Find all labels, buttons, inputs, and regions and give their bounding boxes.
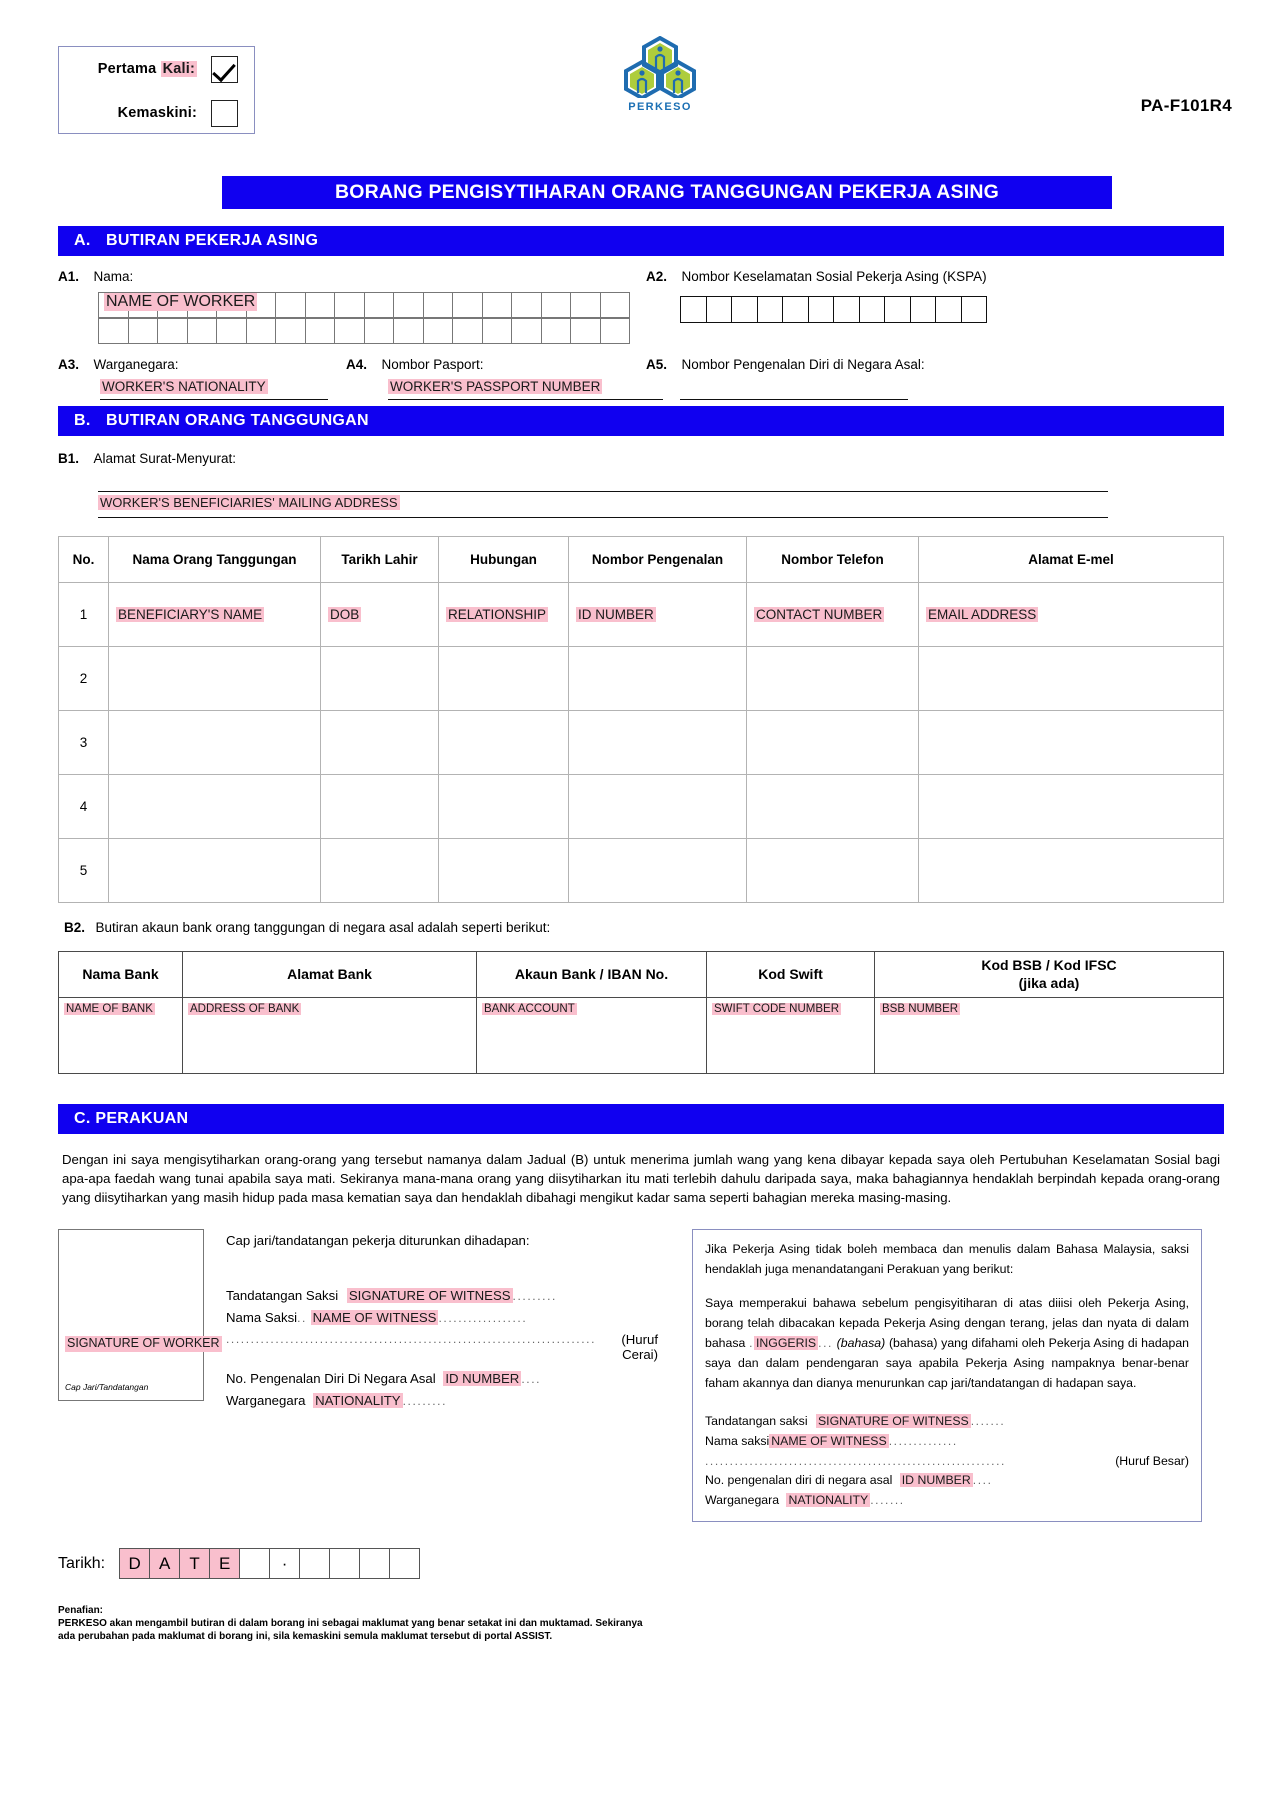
- a3-value-field[interactable]: [100, 378, 328, 400]
- witness-box-id-row[interactable]: [705, 1471, 1189, 1491]
- grid-cell[interactable]: [98, 318, 129, 344]
- date-cell[interactable]: D: [119, 1548, 150, 1579]
- a1-name-grid-row2[interactable]: [98, 318, 630, 344]
- grid-cell[interactable]: [731, 296, 758, 323]
- grid-cell[interactable]: [482, 318, 513, 344]
- cell-phone[interactable]: [747, 839, 919, 903]
- bahasa-note: (bahasa): [836, 1336, 886, 1351]
- witness-intro: Cap jari/tandatangan pekerja diturunkan dihadapan:: [226, 1233, 530, 1249]
- first-time-label: Pertama Kali:: [97, 61, 195, 77]
- cell-email[interactable]: [919, 647, 1224, 711]
- witness-box-name-label: Nama saksi: [705, 1433, 770, 1448]
- table-row[interactable]: [59, 583, 1224, 647]
- witness-box-signature-value: SIGNATURE OF WITNESS: [817, 1413, 969, 1428]
- b1-block: [58, 450, 1224, 518]
- cell-bank-account-value: BANK ACCOUNT: [484, 1003, 575, 1015]
- witness-left-block: [226, 1229, 658, 1522]
- a3-label-row: [58, 356, 179, 374]
- grid-cell[interactable]: [423, 318, 454, 344]
- col-relation: Hubungan: [439, 537, 569, 583]
- grid-cell[interactable]: [98, 292, 129, 318]
- declaration-text: Dengan ini saya mengisytiharkan orang-orang yang tersebut namanya dalam Jadual (B) untuk menerima jumlah wang yang kena dibayar kepada saya oleh Pertubuhan Keselamatan Sosial bagi apa-apa faedah wang tunai apabila saya mati. Sekiranya mana-mana orang yang diisytiharkan itu mati terlebih dahulu daripada saya, maka bahagiannya hendaklah berpindah kepada orang-orang yang diisytiharkan yang masih hidup pada masa kematian saya dan hendaklah dibahagi mengikut kadar sama seperti bahagian mereka masing-masing.: [62, 1152, 1220, 1206]
- a4-label-row: [346, 356, 484, 374]
- cell-bsb-value: BSB NUMBER: [882, 1003, 959, 1015]
- worker-signature-box[interactable]: [58, 1229, 220, 1401]
- witness-box-id-label: No. pengenalan diri di negara asal: [705, 1473, 893, 1488]
- witness-signature-label: Tandatangan Saksi: [226, 1288, 339, 1304]
- section-b-header: [58, 406, 1224, 436]
- witness-box-para2: [705, 1294, 1189, 1394]
- witness-box-name-value: NAME OF WITNESS: [771, 1433, 887, 1448]
- a5-label: Nombor Pengenalan Diri di Negara Asal:: [681, 357, 925, 372]
- disclaimer: [58, 1605, 658, 1643]
- a1-label-row: [58, 268, 133, 286]
- cell-name-value: BENEFICIARY'S NAME: [118, 607, 263, 622]
- witness-id-label: No. Pengenalan Diri Di Negara Asal: [226, 1371, 436, 1387]
- first-time-label-highlight: Kali:: [162, 61, 195, 77]
- table-row[interactable]: [59, 647, 1224, 711]
- grid-cell[interactable]: [364, 292, 395, 318]
- cell-bsb[interactable]: [875, 998, 1224, 1074]
- witness-name-value: NAME OF WITNESS: [312, 1310, 437, 1326]
- date-label: Tarikh:: [58, 1554, 106, 1572]
- dot-leader: ....: [521, 1372, 542, 1387]
- grid-cell[interactable]: [833, 296, 860, 323]
- dot-leader: .......: [970, 1413, 1006, 1428]
- disclaimer-title: Penafian:: [58, 1605, 104, 1617]
- col-bank-address: Alamat Bank: [183, 952, 477, 998]
- cell-no: 2: [59, 647, 109, 711]
- language-value: INGGERIS: [756, 1336, 817, 1351]
- cell-email-value: EMAIL ADDRESS: [928, 607, 1037, 622]
- b1-line-1[interactable]: [98, 484, 1108, 492]
- cell-name[interactable]: [109, 647, 321, 711]
- grid-cell[interactable]: [541, 292, 572, 318]
- col-phone: Nombor Telefon: [747, 537, 919, 583]
- grid-cell[interactable]: [541, 318, 572, 344]
- witness-id-row[interactable]: [226, 1371, 658, 1386]
- witness-nationality-value: NATIONALITY: [315, 1393, 401, 1409]
- grid-cell[interactable]: [393, 318, 424, 344]
- b1-label: Alamat Surat-Menyurat:: [93, 451, 237, 466]
- dot-leader: .........: [402, 1394, 447, 1409]
- date-cell[interactable]: E: [209, 1548, 240, 1579]
- dot-leader: ..................: [438, 1311, 528, 1326]
- bank-header-row: [59, 952, 1224, 998]
- witness-box-nationality-label: Warganegara: [705, 1493, 780, 1508]
- grid-cell[interactable]: [128, 318, 159, 344]
- witness-id-value: ID NUMBER: [445, 1371, 520, 1387]
- dot-leader: ...........................................................................: [226, 1332, 597, 1347]
- grid-cell[interactable]: [305, 292, 336, 318]
- cell-phone-value: CONTACT NUMBER: [756, 607, 883, 622]
- witness-name-label: Nama Saksi: [226, 1310, 298, 1326]
- cell-no: 5: [59, 839, 109, 903]
- grid-cell[interactable]: [570, 292, 601, 318]
- col-id: Nombor Pengenalan: [569, 537, 747, 583]
- section-c-header: [58, 1104, 1224, 1134]
- a1-name-grid-row1[interactable]: [98, 292, 630, 318]
- grid-cell[interactable]: [757, 296, 784, 323]
- cell-id-value: ID NUMBER: [578, 607, 654, 622]
- grid-cell[interactable]: [935, 296, 962, 323]
- witness-signature-row[interactable]: [226, 1288, 658, 1303]
- cell-bank-account[interactable]: [477, 998, 707, 1074]
- date-cell[interactable]: T: [179, 1548, 210, 1579]
- cell-dob[interactable]: [321, 711, 439, 775]
- b1-label-row: [58, 450, 1224, 468]
- cell-relation[interactable]: [439, 839, 569, 903]
- update-checkbox[interactable]: [211, 100, 238, 127]
- perkeso-logo-text: PERKESO: [628, 101, 692, 113]
- section-c-title: C. PERAKUAN: [74, 1110, 189, 1127]
- submission-type-panel: [58, 46, 255, 134]
- cell-name[interactable]: [109, 583, 321, 647]
- col-bsb-line2: (jika ada): [1018, 974, 1080, 991]
- grid-cell[interactable]: [364, 318, 395, 344]
- grid-cell[interactable]: [305, 318, 336, 344]
- huruf-besar-label: (Huruf Besar): [1115, 1453, 1189, 1468]
- witness-signature-value: SIGNATURE OF WITNESS: [348, 1288, 511, 1304]
- table-header-row: [59, 537, 1224, 583]
- dot-leader: .........: [512, 1289, 557, 1304]
- disclaimer-body: PERKESO akan mengambil butiran di dalam borang ini sebagai maklumat yang benar setakat ini dan muktamad. Sekiranya ada perubahan pada maklumat di borang ini, sila kemaskini semula maklumat tersebut di portal ASSIST.: [58, 1618, 643, 1642]
- a2-label-row: [646, 268, 987, 286]
- col-name: Nama Orang Tanggungan: [109, 537, 321, 583]
- a5-value-field[interactable]: [680, 382, 908, 400]
- a4-value-field[interactable]: [388, 378, 663, 400]
- col-email: Alamat E-mel: [919, 537, 1224, 583]
- table-row[interactable]: [59, 775, 1224, 839]
- witness-box-id-value: ID NUMBER: [901, 1473, 971, 1488]
- cell-phone[interactable]: [747, 647, 919, 711]
- witness-declaration-box: [692, 1229, 1202, 1522]
- section-b-letter: B.: [74, 412, 91, 429]
- col-bank-account: Akaun Bank / IBAN No.: [477, 952, 707, 998]
- cell-relation[interactable]: [439, 775, 569, 839]
- grid-cell[interactable]: [187, 318, 218, 344]
- a2-kspa-grid[interactable]: [680, 296, 987, 323]
- grid-cell[interactable]: [680, 296, 707, 323]
- huruf-cerai-label: (Huruf Cerai): [621, 1332, 658, 1363]
- cell-dob-value: DOB: [330, 607, 360, 622]
- col-swift: Kod Swift: [707, 952, 875, 998]
- dot-leader: ..............: [888, 1433, 958, 1448]
- date-cell[interactable]: [359, 1548, 390, 1579]
- update-label: Kemaskini:: [117, 105, 197, 121]
- witness-box-signature-label: Tandatangan saksi: [705, 1413, 808, 1428]
- a1-number: A1.: [58, 269, 80, 284]
- a1-name-grid[interactable]: [98, 292, 630, 344]
- section-a-content: [58, 256, 1224, 406]
- date-cell[interactable]: ·: [269, 1548, 300, 1579]
- witness-box-para2a: Saya memperakui bahawa sebelum pengisyitiharan di atas diiisi oleh Pekerja Asing, borang telah dibacakan kepada Pekerja Asing dengan terang, jelas dan nyata di dalam bahasa: [705, 1296, 1189, 1351]
- col-dob: Tarikh Lahir: [321, 537, 439, 583]
- col-bsb-line1: Kod BSB / Kod IFSC: [981, 957, 1117, 973]
- worker-signature-caption: Cap Jari/Tandatangan: [65, 1382, 149, 1393]
- grid-cell[interactable]: [570, 318, 601, 344]
- cell-no: 3: [59, 711, 109, 775]
- cell-id[interactable]: [569, 583, 747, 647]
- cell-name[interactable]: [109, 775, 321, 839]
- grid-cell[interactable]: [128, 292, 159, 318]
- a1-value: NAME OF WORKER: [106, 293, 256, 310]
- grid-cell[interactable]: [859, 296, 886, 323]
- cell-bank-address-value: ADDRESS OF BANK: [190, 1003, 300, 1015]
- grid-cell[interactable]: [216, 292, 247, 318]
- section-a-header: [58, 226, 1224, 256]
- grid-cell[interactable]: [600, 292, 631, 318]
- a3-label: Warganegara:: [93, 357, 179, 372]
- b2-label-row: [58, 919, 1224, 937]
- witness-box-para2b: (bahasa) yang difahami oleh Pekerja Asing di hadapan saya dan dalam pendengaran saya apabila Pekerja Asing nampaknya benar-benar faham akannya dan dianya menurunkan cap jari/tandatangan di hadapan saya.: [705, 1336, 1190, 1390]
- cell-phone[interactable]: [747, 711, 919, 775]
- cell-name[interactable]: [109, 711, 321, 775]
- bank-table: [58, 951, 1224, 1074]
- a3-number: A3.: [58, 357, 80, 372]
- grid-cell[interactable]: [910, 296, 937, 323]
- grid-cell[interactable]: [275, 292, 306, 318]
- cell-relation[interactable]: [439, 647, 569, 711]
- cell-email[interactable]: [919, 839, 1224, 903]
- witness-box-name-row[interactable]: [705, 1432, 1189, 1452]
- grid-cell[interactable]: [600, 318, 631, 344]
- cell-email[interactable]: [919, 775, 1224, 839]
- b2-label: Butiran akaun bank orang tanggungan di negara asal adalah seperti berikut:: [95, 920, 551, 935]
- witness-nationality-row[interactable]: [226, 1393, 658, 1408]
- bank-row[interactable]: [59, 998, 1224, 1074]
- cell-id[interactable]: [569, 839, 747, 903]
- cell-relation-value: RELATIONSHIP: [448, 607, 547, 622]
- a2-number: A2.: [646, 269, 668, 284]
- form-code: PA-F101R4: [1140, 96, 1232, 115]
- perkeso-logo: [600, 36, 720, 113]
- worker-signature-value: SIGNATURE OF WORKER: [67, 1336, 220, 1351]
- a4-label: Nombor Pasport:: [381, 357, 484, 372]
- cell-no: 4: [59, 775, 109, 839]
- cell-bank-name-value: NAME OF BANK: [66, 1003, 153, 1015]
- date-cell[interactable]: [239, 1548, 270, 1579]
- witness-box-nationality-value: NATIONALITY: [788, 1493, 869, 1508]
- col-no: No.: [59, 537, 109, 583]
- grid-cell[interactable]: [808, 296, 835, 323]
- b1-value: WORKER'S BENEFICIARIES' MAILING ADDRESS: [100, 495, 398, 510]
- page-header: [0, 0, 1280, 140]
- grid-cell[interactable]: [275, 318, 306, 344]
- grid-cell[interactable]: [961, 296, 988, 323]
- signature-area: [58, 1229, 1224, 1522]
- grid-cell[interactable]: [334, 318, 365, 344]
- a2-label: Nombor Keselamatan Sosial Pekerja Asing (KSPA): [681, 269, 987, 284]
- grid-cell[interactable]: [884, 296, 911, 323]
- dot-leader: .............................................................: [705, 1453, 1006, 1468]
- a5-label-row: [646, 356, 925, 374]
- cell-relation[interactable]: [439, 583, 569, 647]
- grid-cell[interactable]: [157, 318, 188, 344]
- date-cell[interactable]: [299, 1548, 330, 1579]
- a3-value: WORKER'S NATIONALITY: [102, 379, 266, 394]
- table-row[interactable]: [59, 839, 1224, 903]
- cell-dob[interactable]: [321, 839, 439, 903]
- cell-dob[interactable]: [321, 775, 439, 839]
- cell-bank-address[interactable]: [183, 998, 477, 1074]
- grid-cell[interactable]: [482, 292, 513, 318]
- cell-phone[interactable]: [747, 775, 919, 839]
- a4-value: WORKER'S PASSPORT NUMBER: [390, 379, 601, 394]
- cell-id[interactable]: [569, 775, 747, 839]
- cell-email[interactable]: [919, 583, 1224, 647]
- cell-id[interactable]: [569, 647, 747, 711]
- grid-cell[interactable]: [157, 292, 188, 318]
- date-field[interactable]: [119, 1548, 420, 1579]
- first-time-row[interactable]: [59, 47, 254, 91]
- witness-name-row[interactable]: [226, 1310, 658, 1325]
- grid-cell[interactable]: [334, 292, 365, 318]
- date-cell[interactable]: [389, 1548, 420, 1579]
- cell-name[interactable]: [109, 839, 321, 903]
- cell-swift[interactable]: [707, 998, 875, 1074]
- dot-leader: ...: [818, 1336, 833, 1351]
- cell-swift-value: SWIFT CODE NUMBER: [714, 1003, 840, 1015]
- cell-dob[interactable]: [321, 583, 439, 647]
- section-b-title: BUTIRAN ORANG TANGGUNGAN: [106, 412, 369, 429]
- signature-left: [58, 1229, 678, 1522]
- cell-email[interactable]: [919, 711, 1224, 775]
- grid-cell[interactable]: [511, 292, 542, 318]
- perkeso-hexagon-icon: [623, 36, 697, 98]
- a1-label: Nama:: [93, 269, 134, 284]
- cell-bank-name[interactable]: [59, 998, 183, 1074]
- table-row[interactable]: [59, 711, 1224, 775]
- date-row: [58, 1548, 1224, 1579]
- grid-cell[interactable]: [393, 292, 424, 318]
- witness-box-nationality-row[interactable]: [705, 1491, 1189, 1511]
- section-a-title: BUTIRAN PEKERJA ASING: [106, 232, 319, 249]
- b2-number: B2.: [64, 920, 86, 935]
- dot-leader: .: [749, 1336, 754, 1351]
- grid-cell[interactable]: [511, 318, 542, 344]
- cell-no: 1: [59, 583, 109, 647]
- witness-box-para1: Jika Pekerja Asing tidak boleh membaca dan menulis dalam Bahasa Malaysia, saksi hendaklah juga menandatangani Perakuan yang berikut:: [705, 1242, 1189, 1277]
- cell-dob[interactable]: [321, 647, 439, 711]
- grid-cell[interactable]: [423, 292, 454, 318]
- grid-cell[interactable]: [246, 292, 277, 318]
- date-cell[interactable]: [329, 1548, 360, 1579]
- page-title: BORANG PENGISYTIHARAN ORANG TANGGUNGAN PEKERJA ASING: [222, 176, 1112, 209]
- huruf-cerai-row: [226, 1332, 658, 1362]
- first-time-checkbox[interactable]: [211, 56, 238, 83]
- grid-cell[interactable]: [782, 296, 809, 323]
- a4-number: A4.: [346, 357, 368, 372]
- cell-id[interactable]: [569, 711, 747, 775]
- grid-cell[interactable]: [452, 318, 483, 344]
- col-bank-name: Nama Bank: [59, 952, 183, 998]
- huruf-besar-row: [705, 1452, 1189, 1472]
- grid-cell[interactable]: [706, 296, 733, 323]
- form-body: [58, 226, 1224, 1644]
- cell-relation[interactable]: [439, 711, 569, 775]
- date-cell[interactable]: A: [149, 1548, 180, 1579]
- witness-box-signature-row[interactable]: [705, 1412, 1189, 1432]
- grid-cell[interactable]: [216, 318, 247, 344]
- grid-cell[interactable]: [187, 292, 218, 318]
- section-a-letter: A.: [74, 232, 91, 249]
- b1-number: B1.: [58, 451, 80, 466]
- grid-cell[interactable]: [452, 292, 483, 318]
- dot-leader: ..: [297, 1311, 307, 1326]
- dependants-table: [58, 536, 1224, 903]
- cell-phone[interactable]: [747, 583, 919, 647]
- a5-number: A5.: [646, 357, 668, 372]
- dot-leader: .......: [870, 1493, 905, 1508]
- dot-leader: ....: [972, 1473, 993, 1488]
- update-row[interactable]: [59, 91, 254, 135]
- grid-cell[interactable]: [246, 318, 277, 344]
- witness-nationality-label: Warganegara: [226, 1393, 306, 1409]
- b1-line-2[interactable]: [98, 492, 1108, 518]
- col-bsb: [875, 952, 1224, 998]
